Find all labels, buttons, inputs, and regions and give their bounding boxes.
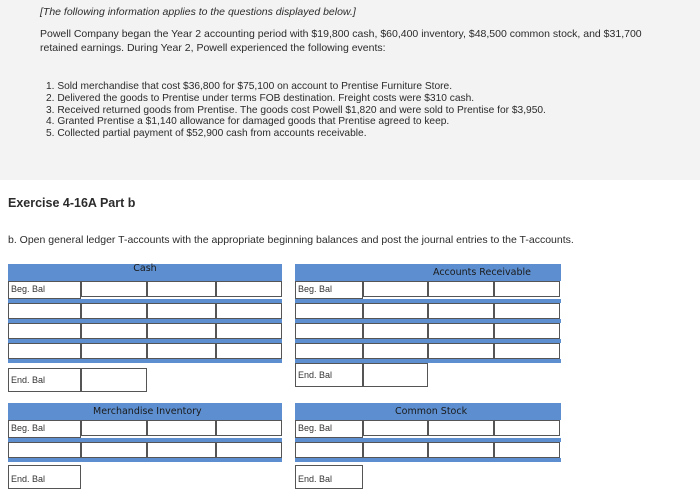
ar-credit-label-input[interactable]: [428, 323, 494, 339]
ar-beg-label-cell[interactable]: [295, 281, 363, 299]
cash-credit-input[interactable]: [216, 343, 282, 359]
cash-header: [8, 264, 282, 281]
stock-header: [295, 403, 561, 420]
cash-end-balance-input[interactable]: [81, 368, 147, 392]
cash-debit-label-input[interactable]: [8, 343, 81, 359]
inventory-credit-label-input[interactable]: [147, 420, 216, 436]
ar-end-label: End. Bal: [298, 370, 333, 380]
stock-end-label: End. Bal: [298, 474, 333, 484]
ar-header: [295, 264, 561, 281]
cash-debit-input[interactable]: [81, 281, 147, 297]
inventory-debit-input[interactable]: [81, 442, 147, 458]
cash-title: Cash: [133, 263, 157, 274]
cash-debit-input[interactable]: [81, 343, 147, 359]
ar-debit-label-input[interactable]: [295, 343, 363, 359]
event-item: 1. Sold merchandise that cost $36,800 for $75,100 on account to Prentise Furniture Store.: [46, 81, 453, 92]
ar-credit-input[interactable]: [494, 303, 560, 319]
cash-credit-label-input[interactable]: [147, 323, 216, 339]
problem-info-panel: [0, 0, 700, 180]
inventory-t-account: [8, 403, 282, 489]
ar-debit-input[interactable]: [363, 303, 428, 319]
event-item: 5. Collected partial payment of $52,900 cash from accounts receivable.: [46, 128, 367, 140]
ar-end-balance-input[interactable]: [363, 363, 428, 387]
ar-debit-label-input[interactable]: [295, 303, 363, 319]
inventory-beg-label-cell[interactable]: [8, 420, 81, 438]
ar-credit-input[interactable]: [494, 281, 560, 297]
stock-debit-input[interactable]: [363, 420, 428, 436]
stock-debit-input[interactable]: [363, 442, 428, 458]
stock-credit-input[interactable]: [494, 420, 560, 436]
stock-beg-label-cell[interactable]: [295, 420, 363, 438]
cash-credit-input[interactable]: [216, 323, 282, 339]
intro-note: [The following information applies to the questions displayed below.]: [40, 6, 356, 18]
stock-title: Common Stock: [395, 406, 468, 417]
inventory-credit-label-input[interactable]: [147, 442, 216, 458]
ar-title: Accounts Receivable: [432, 267, 531, 278]
stock-t-account: [295, 403, 561, 489]
stock-beg-label: Beg. Bal: [298, 423, 333, 433]
ar-credit-label-input[interactable]: [428, 281, 494, 297]
ar-t-account: [295, 264, 561, 394]
event-item: 2. Delivered the goods to Prentise under terms FOB destination. Freight costs were $310 cash.: [46, 92, 475, 104]
problem-paragraph: Powell Company began the Year 2 accounting period with $19,800 cash, $60,400 inventory, $48,500 common stock, and $31,700 retained earnings. During Year 2, Powell experienced the following events:: [40, 28, 642, 54]
cash-credit-input[interactable]: [216, 281, 282, 297]
cash-credit-label-input[interactable]: [147, 281, 216, 297]
ar-debit-label-input[interactable]: [295, 323, 363, 339]
cash-end-label: End. Bal: [11, 375, 46, 385]
event-item: 3. Received returned goods from Prentise. The goods cost Powell $1,820 and were sold to Prentise for $3,950.: [46, 104, 546, 116]
inventory-end-label: End. Bal: [11, 474, 46, 484]
row-divider: [295, 458, 561, 462]
ar-credit-label-input[interactable]: [428, 303, 494, 319]
ar-credit-label-input[interactable]: [428, 343, 494, 359]
inventory-debit-label-input[interactable]: [8, 442, 81, 458]
stock-credit-label-input[interactable]: [428, 442, 494, 458]
inventory-header: [8, 403, 282, 420]
inventory-title: Merchandise Inventory: [93, 406, 202, 417]
ar-debit-input[interactable]: [363, 343, 428, 359]
stock-end-label-cell[interactable]: [295, 465, 363, 489]
inventory-end-label-cell[interactable]: [8, 465, 81, 489]
inventory-credit-input[interactable]: [216, 420, 282, 436]
row-divider: [8, 359, 282, 363]
instruction-text: b. Open general ledger T-accounts with the appropriate beginning balances and post the journal entries to the T-accounts.: [8, 234, 574, 246]
cash-credit-label-input[interactable]: [147, 303, 216, 319]
stock-credit-input[interactable]: [494, 442, 560, 458]
cash-debit-input[interactable]: [81, 323, 147, 339]
inventory-debit-input[interactable]: [81, 420, 147, 436]
cash-credit-input[interactable]: [216, 303, 282, 319]
cash-beg-label: Beg. Bal: [11, 284, 46, 294]
cash-t-account: [8, 264, 282, 394]
inventory-beg-label: Beg. Bal: [11, 423, 46, 433]
ar-debit-input[interactable]: [363, 323, 428, 339]
cash-debit-input[interactable]: [81, 303, 147, 319]
ar-end-label-cell[interactable]: [295, 363, 363, 387]
cash-debit-label-input[interactable]: [8, 303, 81, 319]
event-item: 4. Granted Prentise a $1,140 allowance for damaged goods that Prentise agreed to keep.: [46, 116, 450, 128]
exercise-title: Exercise 4-16A Part b: [8, 196, 136, 210]
ar-debit-input[interactable]: [363, 281, 428, 297]
cash-beg-label-cell[interactable]: [8, 281, 81, 299]
inventory-credit-input[interactable]: [216, 442, 282, 458]
ar-credit-input[interactable]: [494, 323, 560, 339]
stock-credit-label-input[interactable]: [428, 420, 494, 436]
cash-debit-label-input[interactable]: [8, 323, 81, 339]
stock-debit-label-input[interactable]: [295, 442, 363, 458]
events-list: [46, 81, 546, 140]
ar-beg-label: Beg. Bal: [298, 284, 333, 294]
ar-credit-input[interactable]: [494, 343, 560, 359]
row-divider: [8, 458, 282, 462]
cash-end-label-cell[interactable]: [8, 368, 81, 392]
cash-credit-label-input[interactable]: [147, 343, 216, 359]
